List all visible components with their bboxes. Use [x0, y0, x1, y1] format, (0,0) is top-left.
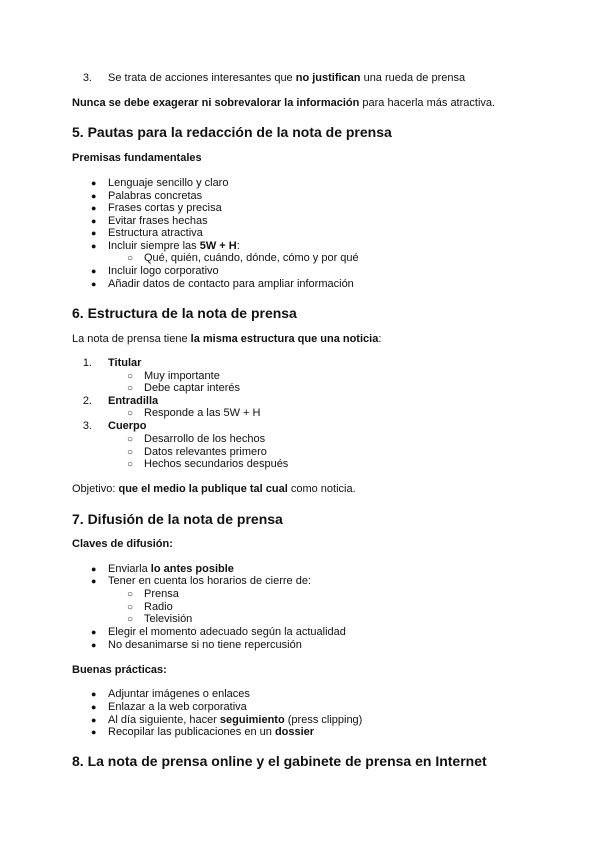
sub-list-item: Desarrollo de los hechos — [144, 433, 266, 445]
list-marker: 3. — [82, 72, 92, 84]
circle-bullet-icon: ○ — [127, 459, 134, 470]
bullet-icon: ● — [91, 241, 97, 251]
list-item: Añadir datos de contacto para ampliar información — [108, 278, 354, 290]
list-item: Lenguaje sencillo y claro — [108, 177, 229, 189]
circle-bullet-icon: ○ — [127, 589, 134, 600]
subheading: Premisas fundamentales — [72, 152, 202, 164]
bullet-icon: ● — [91, 627, 97, 637]
circle-bullet-icon: ○ — [127, 434, 134, 445]
bullet-icon: ● — [91, 279, 97, 289]
circle-bullet-icon: ○ — [127, 602, 134, 613]
sub-list-item: Qué, quién, cuándo, dónde, cómo y por qué — [144, 252, 359, 264]
list-item: No desanimarse si no tiene repercusión — [108, 639, 302, 651]
sub-list-item: Prensa — [144, 588, 179, 600]
list-item: Incluir siempre las 5W + H: — [108, 240, 240, 252]
list-item: Entradilla — [108, 395, 159, 407]
warning-note: Nunca se debe exagerar ni sobrevalorar la información para hacerla más atractiva. — [72, 97, 496, 109]
bullet-icon: ● — [91, 191, 97, 201]
circle-bullet-icon: ○ — [127, 614, 134, 625]
circle-bullet-icon: ○ — [127, 408, 134, 419]
section-heading: 7. Difusión de la nota de prensa — [72, 511, 283, 527]
list-item: Al día siguiente, hacer seguimiento (press clipping) — [108, 714, 363, 726]
list-item: Elegir el momento adecuado según la actualidad — [108, 626, 346, 638]
paragraph: Objetivo: que el medio la publique tal cual como noticia. — [72, 483, 356, 495]
list-item: Estructura atractiva — [108, 227, 203, 239]
bullet-icon: ● — [91, 576, 97, 586]
circle-bullet-icon: ○ — [127, 371, 134, 382]
list-item: Cuerpo — [108, 420, 147, 432]
bullet-icon: ● — [91, 715, 97, 725]
list-marker: 2. — [82, 395, 92, 407]
list-item: Titular — [108, 357, 142, 369]
bullet-icon: ● — [91, 702, 97, 712]
list-item: Incluir logo corporativo — [108, 265, 219, 277]
bullet-icon: ● — [91, 228, 97, 238]
list-item: Evitar frases hechas — [108, 215, 208, 227]
bullet-icon: ● — [91, 564, 97, 574]
paragraph: La nota de prensa tiene la misma estructura que una noticia: — [72, 333, 382, 345]
sub-list-item: Radio — [144, 601, 173, 613]
bullet-icon: ● — [91, 178, 97, 188]
list-item: Enlazar a la web corporativa — [108, 701, 247, 713]
bullet-icon: ● — [91, 203, 97, 213]
sub-list-item: Muy importante — [144, 370, 220, 382]
circle-bullet-icon: ○ — [127, 383, 134, 394]
list-item: Adjuntar imágenes o enlaces — [108, 688, 250, 700]
bullet-icon: ● — [91, 640, 97, 650]
section-heading: 8. La nota de prensa online y el gabinete de prensa en Internet — [72, 753, 487, 769]
sub-list-item: Hechos secundarios después — [144, 458, 289, 470]
circle-bullet-icon: ○ — [127, 447, 134, 458]
bullet-icon: ● — [91, 266, 97, 276]
subheading: Claves de difusión: — [72, 538, 173, 550]
list-item: Recopilar las publicaciones en un dossier — [108, 726, 315, 738]
sub-list-item: Debe captar interés — [144, 382, 240, 394]
bullet-icon: ● — [91, 689, 97, 699]
sub-list-item: Datos relevantes primero — [144, 446, 267, 458]
list-item: Se trata de acciones interesantes que no justifican una rueda de prensa — [108, 72, 466, 84]
list-marker: 1. — [82, 357, 92, 369]
sub-list-item: Responde a las 5W + H — [144, 407, 261, 419]
list-item: Palabras concretas — [108, 190, 203, 202]
list-item: Enviarla lo antes posible — [108, 563, 234, 575]
list-item: Frases cortas y precisa — [108, 202, 222, 214]
subheading: Buenas prácticas: — [72, 664, 167, 676]
list-item: Tener en cuenta los horarios de cierre de: — [108, 575, 312, 587]
list-marker: 3. — [82, 420, 92, 432]
section-heading: 6. Estructura de la nota de prensa — [72, 305, 297, 321]
sub-list-item: Televisión — [144, 613, 193, 625]
section-heading: 5. Pautas para la redacción de la nota de prensa — [72, 124, 392, 140]
bullet-icon: ● — [91, 727, 97, 737]
bullet-icon: ● — [91, 216, 97, 226]
circle-bullet-icon: ○ — [127, 253, 134, 264]
